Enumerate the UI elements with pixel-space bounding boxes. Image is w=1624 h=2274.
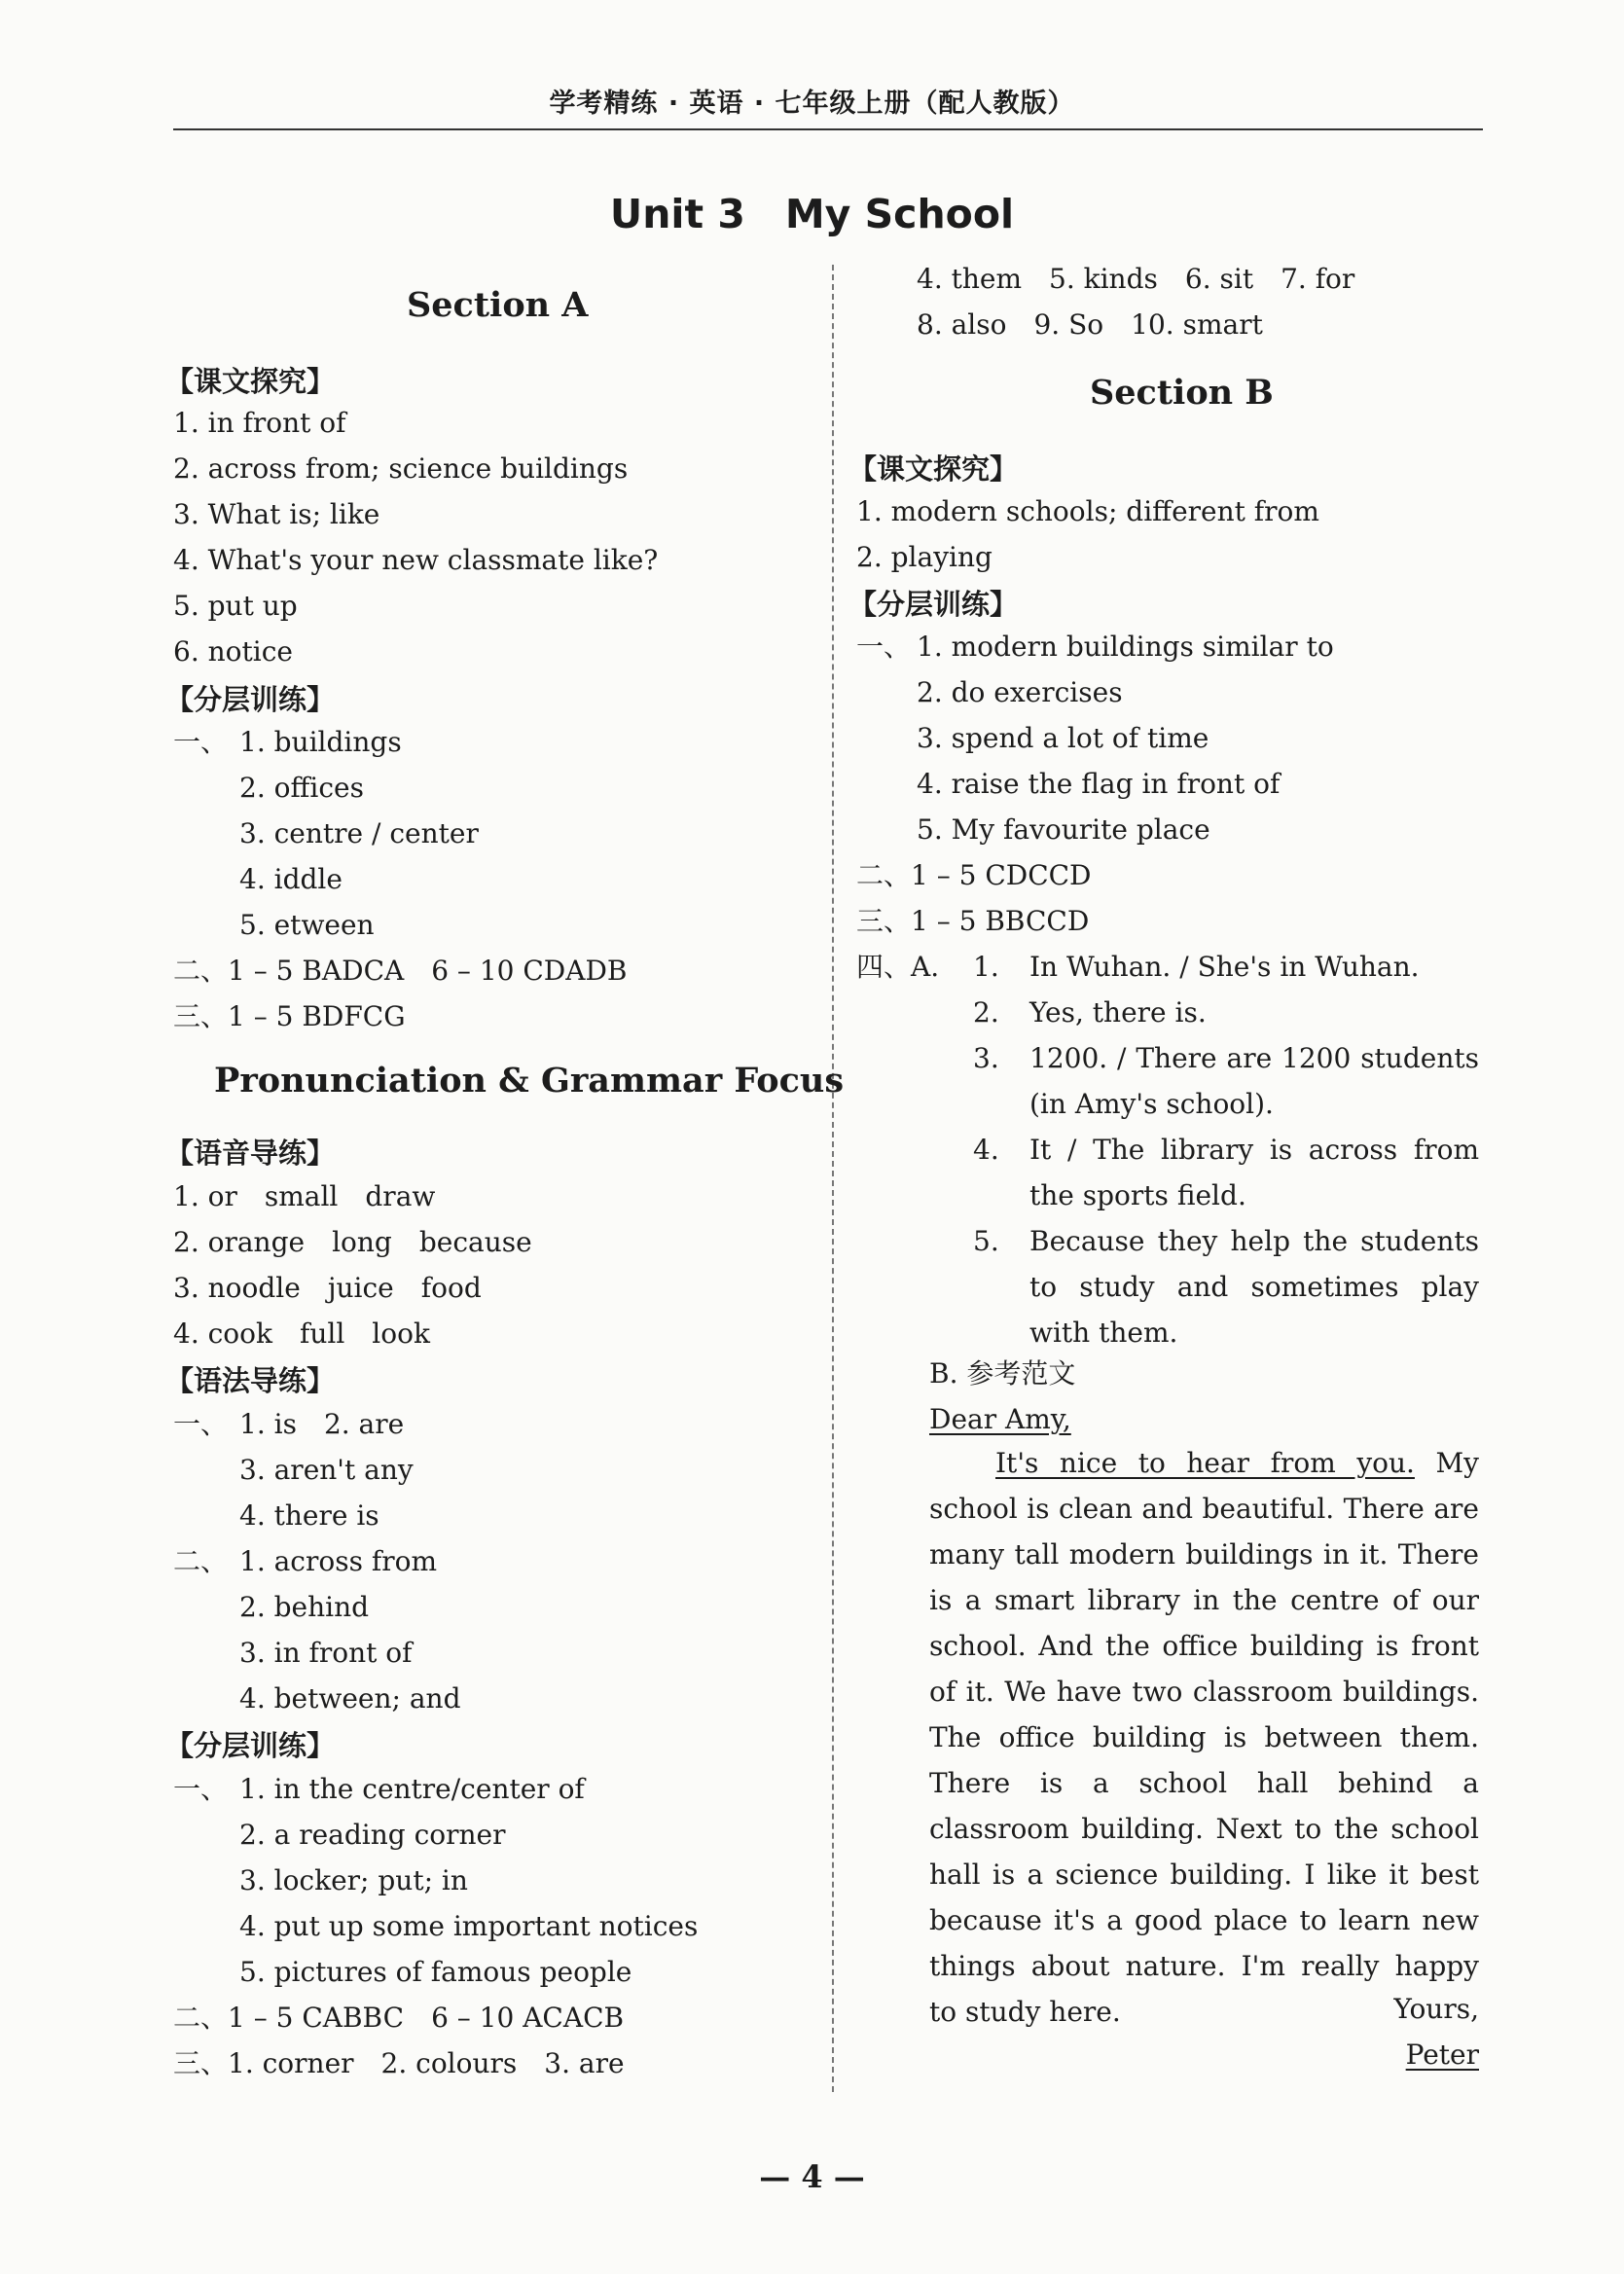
list-item: 5. pictures of famous people — [239, 1956, 632, 1988]
list-item: 3. in front of — [239, 1637, 413, 1669]
list-item: 5. etween — [239, 909, 375, 941]
yufa-tag: 【语法导练】 — [165, 1364, 336, 1397]
list-item: 4. them 5. kinds 6. sit 7. for — [917, 263, 1355, 295]
list-item: 2. a reading corner — [239, 1819, 506, 1851]
kewen-tag: 【课文探究】 — [165, 365, 336, 398]
answer-number: 4. — [973, 1134, 999, 1166]
list-item: 6. notice — [173, 635, 293, 668]
group-prefix: 一、 — [173, 1773, 229, 1805]
list-item: 1. modern buildings similar to — [917, 631, 1334, 663]
list-item: 2. behind — [239, 1591, 370, 1623]
list-item: 2. do exercises — [917, 676, 1123, 708]
list-item: 3. spend a lot of time — [917, 722, 1209, 754]
list-item: 三、1 – 5 BDFCG — [173, 1000, 406, 1032]
answer-number: 5. — [973, 1225, 999, 1257]
list-item: 三、1. corner 2. colours 3. are — [173, 2047, 625, 2079]
list-item: 4. What's your new classmate like? — [173, 544, 659, 576]
running-header: 学考精练 · 英语 · 七年级上册（配人教版） — [549, 89, 1075, 119]
list-item: 1. modern schools; different from — [856, 495, 1319, 527]
answer-text: It / The library is across from the sports field. — [1029, 1134, 1479, 1211]
list-item: 3. aren't any — [239, 1454, 414, 1486]
yuyin-tag: 【语音导练】 — [165, 1137, 336, 1170]
list-item: 5. put up — [173, 590, 298, 622]
list-item: 2. offices — [239, 772, 364, 804]
list-item: 2. playing — [856, 541, 992, 573]
list-item: 二、1 – 5 BADCA 6 – 10 CDADB — [173, 955, 628, 987]
list-item: 1. in front of — [173, 407, 346, 439]
essay-lead: It's nice to hear from you. — [995, 1447, 1415, 1479]
list-item: 4. between; and — [239, 1682, 461, 1715]
list-item: 2. across from; science buildings — [173, 452, 629, 485]
group-prefix: 一、 — [856, 631, 912, 663]
list-item: 1. is 2. are — [239, 1408, 405, 1440]
list-item: 4. cook full look — [173, 1317, 430, 1350]
page-title: Unit 3 My School — [609, 191, 1015, 237]
page-number: — 4 — — [759, 2158, 865, 2195]
list-item: 3. What is; like — [173, 498, 380, 530]
answer-text: Because they help the students to study and sometimes play with them. — [1029, 1225, 1479, 1349]
column-divider — [832, 265, 834, 2092]
list-item: 1. or small draw — [173, 1180, 436, 1212]
answer-text: In Wuhan. / She's in Wuhan. — [1029, 951, 1420, 983]
list-item: 三、1 – 5 BBCCD — [856, 905, 1090, 937]
answer-text: 1200. / There are 1200 students (in Amy's school). — [1029, 1042, 1479, 1120]
section-b-heading: Section B — [1090, 373, 1274, 413]
header-rule — [173, 128, 1483, 130]
section-a-heading: Section A — [407, 285, 589, 325]
answer-number: 1. — [973, 951, 999, 983]
list-item: 5. My favourite place — [917, 813, 1210, 846]
list-item: 4. raise the flag in front of — [917, 768, 1281, 800]
letter-greeting: Dear Amy, — [929, 1403, 1071, 1435]
list-item: 1. across from — [239, 1545, 438, 1577]
essay-text: My school is clean and beautiful. There are many tall modern buildings in it. There is a smart library in the centre of our school. And the office building is front of it. We have two classroom buildings. The office building is between them. There is a school hall behind a classroom building. Next to the school hall is a science building. I like it best because it's a good place to learn new things about nature. I'm really happy to study here. — [929, 1447, 1479, 2028]
list-item: 3. locker; put; in — [239, 1864, 468, 1896]
group-prefix: 一、 — [173, 726, 229, 758]
list-item: 二、1 – 5 CABBC 6 – 10 ACACB — [173, 2002, 625, 2034]
list-item: 1. in the centre/center of — [239, 1773, 585, 1805]
answer-number: 3. — [973, 1042, 999, 1074]
fenceng-tag-b: 【分层训练】 — [848, 588, 1019, 621]
list-item: 1. buildings — [239, 726, 402, 758]
list-item: 2. orange long because — [173, 1226, 532, 1258]
answer-number: 2. — [973, 996, 999, 1029]
group-prefix: 二、 — [173, 1545, 229, 1577]
list-item: 3. centre / center — [239, 817, 479, 849]
list-item: 4. put up some important notices — [239, 1910, 699, 1942]
letter-closing: Yours, — [1393, 1993, 1479, 2025]
list-item: 3. noodle juice food — [173, 1272, 482, 1304]
list-item: 4. there is — [239, 1499, 379, 1532]
answer-text: Yes, there is. — [1029, 996, 1207, 1029]
kewen-tag-b: 【课文探究】 — [848, 452, 1019, 486]
fenceng-tag: 【分层训练】 — [165, 683, 336, 716]
fenceng-tag-2: 【分层训练】 — [165, 1729, 336, 1762]
essay-body — [929, 1440, 1479, 2035]
letter-signature: Peter — [1405, 2039, 1479, 2071]
list-item: 二、1 – 5 CDCCD — [856, 859, 1092, 891]
group-prefix: 四、A. — [856, 951, 940, 983]
list-item: 4. iddle — [239, 863, 343, 895]
list-item: 8. also 9. So 10. smart — [917, 308, 1263, 341]
pronunciation-grammar-heading: Pronunciation & Grammar Focus — [214, 1061, 845, 1101]
sample-essay-label: B. 参考范文 — [929, 1357, 1076, 1390]
group-prefix: 一、 — [173, 1408, 229, 1440]
